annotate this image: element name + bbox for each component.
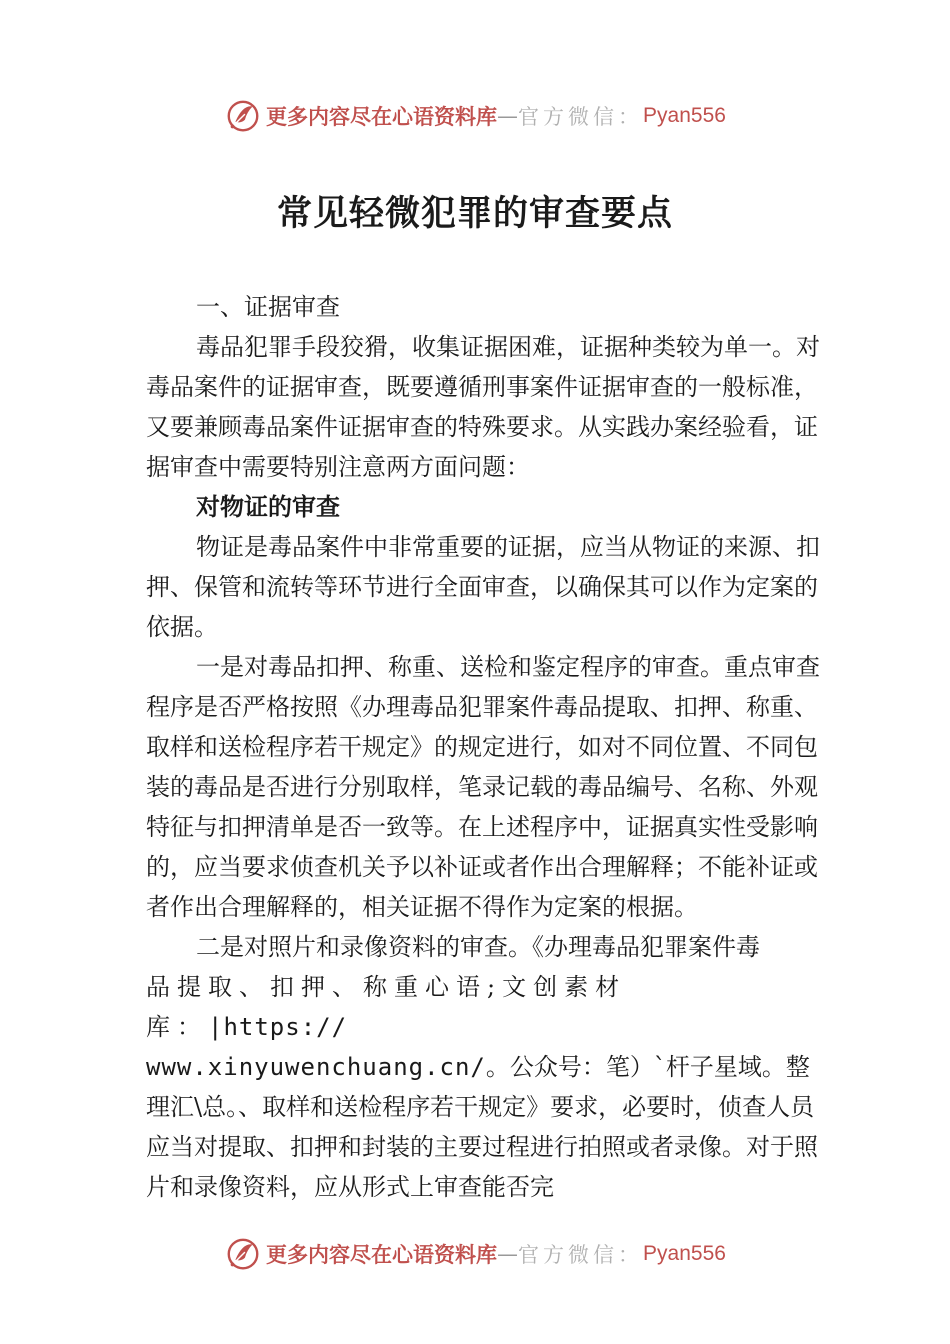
banner-wechat-label: 官方微信： [518,1243,644,1267]
paragraph-second-point-watermark-line [146,967,822,1047]
document-body [146,287,822,1207]
banner-main-text: 更多内容尽在心语资料库 [266,105,498,129]
paragraph-first-point: 一是对毒品扣押、称重、送检和鉴定程序的审查。重点审查程序是否严格按照《办理毒品犯罪案件毒品提取、扣押、称重、取样和送检程序若干规定》的规定进行，如对不同位置、不同包装的毒品是否进行分别取样，笔录记载的毒品编号、名称、外观特征与扣押清单是否一致等。在上述程序中，证据真实性受影响的，应当要求侦查机关予以补证或者作出合理解释；不能补证或者作出合理解释的，相关证据不得作为定案的根据。 [146,653,820,921]
paragraph-second-point-body: 。公众号：笔）`杆子星域。整理汇\总。、取样和送检程序若干规定》要求，必要时，侦查人员应当对提取、扣押和封装的主要过程进行拍照或者录像。对于照片和录像资料，应从形式上审查能否完 [146,1053,818,1201]
page-title: 常见轻微犯罪的审查要点 [276,193,673,234]
brand-logo-icon [224,97,262,135]
watermark-url-domain: www.xinyuwenchuang.cn/ [146,1053,486,1081]
brand-logo-icon [224,1235,262,1273]
section-heading: 一、证据审查 [196,293,340,321]
watermark-url-prefix: |https:// [208,1013,348,1041]
paragraph-second-point-rest [146,1047,822,1207]
subheading-physical-evidence: 对物证的审查 [196,493,340,521]
paragraph-second-point-start: 二是对照片和录像资料的审查。《办理毒品犯罪案件毒 [196,933,760,961]
banner-main-text: 更多内容尽在心语资料库 [266,1243,498,1267]
watermark-text: 品提取、扣押、称重心语;文创素材库： [146,973,627,1041]
banner-wechat-label: 官方微信： [518,105,644,129]
banner-wechat-id: Pyan556 [643,1242,726,1265]
banner-separator: — [497,1242,519,1266]
paragraph-intro: 毒品犯罪手段狡猾，收集证据困难，证据种类较为单一。对毒品案件的证据审查，既要遵循刑事案件证据审查的一般标准，又要兼顾毒品案件证据审查的特殊要求。从实践办案经验看，证据审查中需要特别注意两方面问题： [146,333,820,481]
banner-separator: — [497,104,519,128]
footer-banner [0,1234,950,1274]
banner-wechat-id: Pyan556 [643,104,726,127]
paragraph-physical-evidence: 物证是毒品案件中非常重要的证据，应当从物证的来源、扣押、保管和流转等环节进行全面审查，以确保其可以作为定案的依据。 [146,533,820,641]
header-banner [0,96,950,136]
